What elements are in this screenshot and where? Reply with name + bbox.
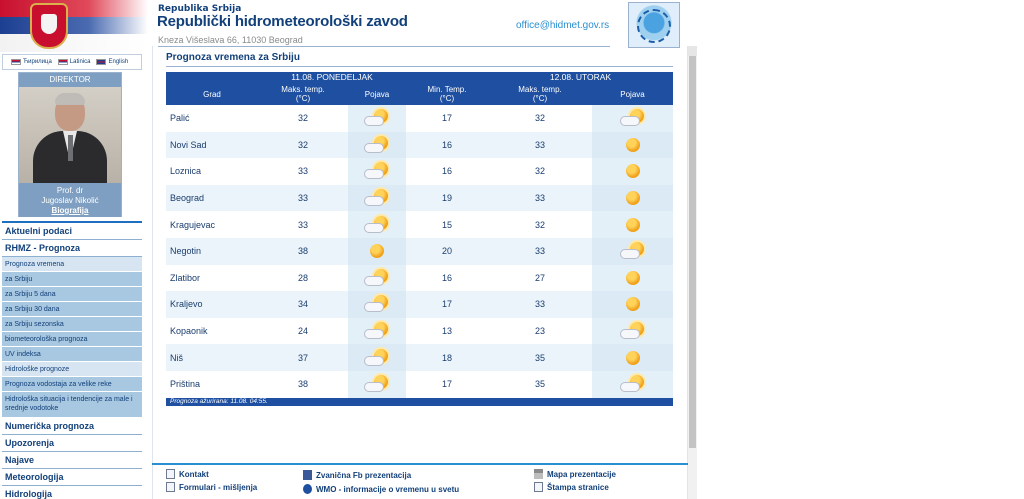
cell-icon2 xyxy=(592,132,673,159)
cell-max2: 32 xyxy=(488,158,592,185)
page-title: Prognoza vremena za Srbiju xyxy=(166,52,300,63)
cell-city: Kopaonik xyxy=(166,318,258,345)
day1-header: 11.08. PONEDELJAK xyxy=(258,72,406,83)
sun-cloud-icon xyxy=(619,322,647,340)
language-switcher xyxy=(2,54,142,70)
cell-city: Beograd xyxy=(166,185,258,212)
sidebar xyxy=(0,52,143,499)
cell-max2: 35 xyxy=(488,371,592,398)
sun-icon xyxy=(626,297,640,311)
cell-icon1 xyxy=(348,291,406,318)
cell-city: Kraljevo xyxy=(166,291,258,318)
menu-prognoza-vodostaja[interactable]: Prognoza vodostaja za velike reke xyxy=(2,377,142,392)
lang-latin[interactable]: Latinica xyxy=(58,59,91,65)
cell-city: Priština xyxy=(166,371,258,398)
cell-icon2 xyxy=(592,291,673,318)
cell-min2: 13 xyxy=(406,318,488,345)
header-address: Kneza Višeslava 66, 11030 Beograd xyxy=(158,35,303,45)
sun-icon xyxy=(626,164,640,178)
sun-cloud-icon xyxy=(363,216,391,234)
cell-city: Loznica xyxy=(166,158,258,185)
form-icon xyxy=(166,482,175,492)
lang-english[interactable]: English xyxy=(96,59,128,65)
coat-of-arms-icon xyxy=(30,3,68,49)
cell-icon1 xyxy=(348,158,406,185)
menu-za-srbiju-sezonska[interactable]: za Srbiju sezonska xyxy=(2,317,142,332)
col-pojava2: Pojava xyxy=(592,83,673,105)
cell-icon1 xyxy=(348,132,406,159)
cell-max2: 33 xyxy=(488,291,592,318)
col-pojava1: Pojava xyxy=(348,83,406,105)
sun-cloud-icon xyxy=(363,136,391,154)
title-divider xyxy=(166,66,673,67)
menu-hidroloska-situacija[interactable]: Hidrološka situacija i tendencije za male i srednje vodotoke xyxy=(2,392,142,418)
cell-icon2 xyxy=(592,318,673,345)
cell-icon1 xyxy=(348,105,406,132)
sun-icon xyxy=(626,271,640,285)
sun-cloud-icon xyxy=(619,375,647,393)
cell-icon1 xyxy=(348,265,406,292)
email-link[interactable]: office@hidmet.gov.rs xyxy=(516,20,610,31)
cell-min2: 15 xyxy=(406,211,488,238)
sun-cloud-icon xyxy=(363,109,391,127)
menu-za-srbiju[interactable]: za Srbiju xyxy=(2,272,142,287)
cell-max2: 33 xyxy=(488,132,592,159)
cell-city: Niš xyxy=(166,344,258,371)
header-subtitle: Republika Srbija xyxy=(158,4,242,14)
table-row xyxy=(166,158,673,185)
cell-min2: 16 xyxy=(406,132,488,159)
cell-min2: 20 xyxy=(406,238,488,265)
cell-max2: 35 xyxy=(488,344,592,371)
table-row xyxy=(166,185,673,212)
cell-icon1 xyxy=(348,211,406,238)
flag-icon xyxy=(96,59,106,65)
table-row xyxy=(166,344,673,371)
day2-header: 12.08. UTORAK xyxy=(488,72,673,83)
cell-icon2 xyxy=(592,211,673,238)
cell-min2: 19 xyxy=(406,185,488,212)
menu-rhmz-prognoza[interactable]: RHMZ - Prognoza xyxy=(2,240,142,257)
footer-mapa-link[interactable]: Mapa prezentacije xyxy=(534,469,616,479)
table-row xyxy=(166,371,673,398)
table-row xyxy=(166,238,673,265)
table-row xyxy=(166,265,673,292)
cell-city: Zlatibor xyxy=(166,265,258,292)
sun-icon xyxy=(626,191,640,205)
forecast-updated: Prognoza ažurirana: 11.08. 04:55. xyxy=(166,398,673,406)
col-min2: Min. Temp. (°C) xyxy=(406,83,488,105)
printer-icon xyxy=(534,482,543,492)
cell-min2: 18 xyxy=(406,344,488,371)
director-name: Prof. dr Jugoslav Nikolić Biografija xyxy=(19,183,121,217)
cell-icon2 xyxy=(592,185,673,212)
cell-icon2 xyxy=(592,158,673,185)
menu-numericka-prognoza[interactable]: Numerička prognoza xyxy=(2,418,142,435)
cell-max2: 33 xyxy=(488,238,592,265)
menu-prognoza-vremena[interactable]: Prognoza vremena xyxy=(2,257,142,272)
cell-icon1 xyxy=(348,238,406,265)
document-icon xyxy=(166,469,175,479)
cell-min2: 17 xyxy=(406,291,488,318)
footer-formulari-link[interactable]: Formulari - mišljenja xyxy=(166,482,257,492)
table-row xyxy=(166,105,673,132)
col-grad: Grad xyxy=(166,83,258,105)
cell-min2: 17 xyxy=(406,371,488,398)
cell-icon2 xyxy=(592,238,673,265)
cell-max2: 27 xyxy=(488,265,592,292)
cell-max2: 32 xyxy=(488,105,592,132)
cell-min2: 16 xyxy=(406,265,488,292)
menu-uv-indeks[interactable]: UV indeksa xyxy=(2,347,142,362)
col-max2: Maks. temp. (°C) xyxy=(488,83,592,105)
cell-city: Negotin xyxy=(166,238,258,265)
flag-icon xyxy=(11,59,21,65)
cell-min2: 17 xyxy=(406,105,488,132)
cell-max1: 32 xyxy=(258,132,348,159)
forecast-rows xyxy=(166,105,673,398)
serbian-flag-banner xyxy=(0,0,148,52)
table-row xyxy=(166,211,673,238)
menu-biometeoroloska[interactable]: biometeorološka prognoza xyxy=(2,332,142,347)
sun-cloud-icon xyxy=(363,295,391,313)
cell-icon1 xyxy=(348,318,406,345)
menu-meteorologija[interactable]: Meteorologija xyxy=(2,469,142,486)
menu-aktuelni-podaci[interactable]: Aktuelni podaci xyxy=(2,223,142,240)
sun-icon xyxy=(370,244,384,258)
cell-city: Palić xyxy=(166,105,258,132)
sun-cloud-icon xyxy=(363,322,391,340)
cell-max1: 38 xyxy=(258,371,348,398)
menu-hidroloske-prognoze[interactable]: Hidrološke prognoze xyxy=(2,362,142,377)
sun-cloud-icon xyxy=(363,189,391,207)
cell-max1: 37 xyxy=(258,344,348,371)
flag-icon xyxy=(58,59,68,65)
rhmz-logo-icon[interactable] xyxy=(628,2,680,48)
cell-max1: 33 xyxy=(258,158,348,185)
cell-icon1 xyxy=(348,371,406,398)
scrollbar[interactable] xyxy=(688,56,697,499)
cell-icon1 xyxy=(348,185,406,212)
scrollbar-thumb[interactable] xyxy=(689,56,696,448)
scrollbar-up-arrow[interactable] xyxy=(688,46,697,56)
cell-icon2 xyxy=(592,265,673,292)
cell-min2: 16 xyxy=(406,158,488,185)
cell-icon2 xyxy=(592,344,673,371)
sun-cloud-icon xyxy=(619,242,647,260)
menu-za-srbiju-5-dana[interactable]: za Srbiju 5 dana xyxy=(2,287,142,302)
cell-max2: 32 xyxy=(488,211,592,238)
footer-wmo-link[interactable]: WMO - informacije o vremenu u svetu xyxy=(303,484,459,494)
sun-icon xyxy=(626,351,640,365)
cell-max1: 33 xyxy=(258,185,348,212)
main-content xyxy=(152,46,688,499)
director-heading: DIREKTOR xyxy=(19,73,121,87)
facebook-icon xyxy=(303,470,312,480)
cell-city: Novi Sad xyxy=(166,132,258,159)
table-row xyxy=(166,318,673,345)
cell-max1: 32 xyxy=(258,105,348,132)
wmo-globe-icon xyxy=(303,484,312,494)
cell-max1: 33 xyxy=(258,211,348,238)
footer-kontakt-link[interactable]: Kontakt xyxy=(166,469,209,479)
menu-za-srbiju-30-dana[interactable]: za Srbiju 30 dana xyxy=(2,302,142,317)
menu-hidrologija[interactable]: Hidrologija xyxy=(2,486,142,499)
menu-najave[interactable]: Najave xyxy=(2,452,142,469)
footer-stampa-link[interactable]: Štampa stranice xyxy=(534,482,609,492)
sun-icon xyxy=(626,218,640,232)
table-row xyxy=(166,291,673,318)
footer-divider xyxy=(152,463,688,465)
sun-cloud-icon xyxy=(619,109,647,127)
cell-icon2 xyxy=(592,371,673,398)
cell-icon1 xyxy=(348,344,406,371)
cell-city: Kragujevac xyxy=(166,211,258,238)
cell-max1: 28 xyxy=(258,265,348,292)
cell-max1: 24 xyxy=(258,318,348,345)
sidebar-menu xyxy=(2,221,142,499)
biography-link[interactable]: Biografija xyxy=(51,206,89,215)
sun-cloud-icon xyxy=(363,162,391,180)
col-max1: Maks. temp. (°C) xyxy=(258,83,348,105)
cell-max1: 34 xyxy=(258,291,348,318)
cell-max1: 38 xyxy=(258,238,348,265)
sun-cloud-icon xyxy=(363,269,391,287)
cell-icon2 xyxy=(592,105,673,132)
header-title[interactable]: Republički hidrometeorološki zavod xyxy=(157,13,408,30)
cell-max2: 23 xyxy=(488,318,592,345)
lang-cyrillic[interactable]: Ћирилица xyxy=(11,59,52,65)
forecast-table xyxy=(166,72,673,406)
menu-upozorenja[interactable]: Upozorenja xyxy=(2,435,142,452)
sun-cloud-icon xyxy=(363,375,391,393)
footer-fb-link[interactable]: Zvanična Fb prezentacija xyxy=(303,470,411,480)
table-row xyxy=(166,132,673,159)
director-card xyxy=(18,72,122,217)
sun-cloud-icon xyxy=(363,349,391,367)
director-photo xyxy=(19,87,121,183)
sun-icon xyxy=(626,138,640,152)
sitemap-icon xyxy=(534,469,543,479)
cell-max2: 33 xyxy=(488,185,592,212)
